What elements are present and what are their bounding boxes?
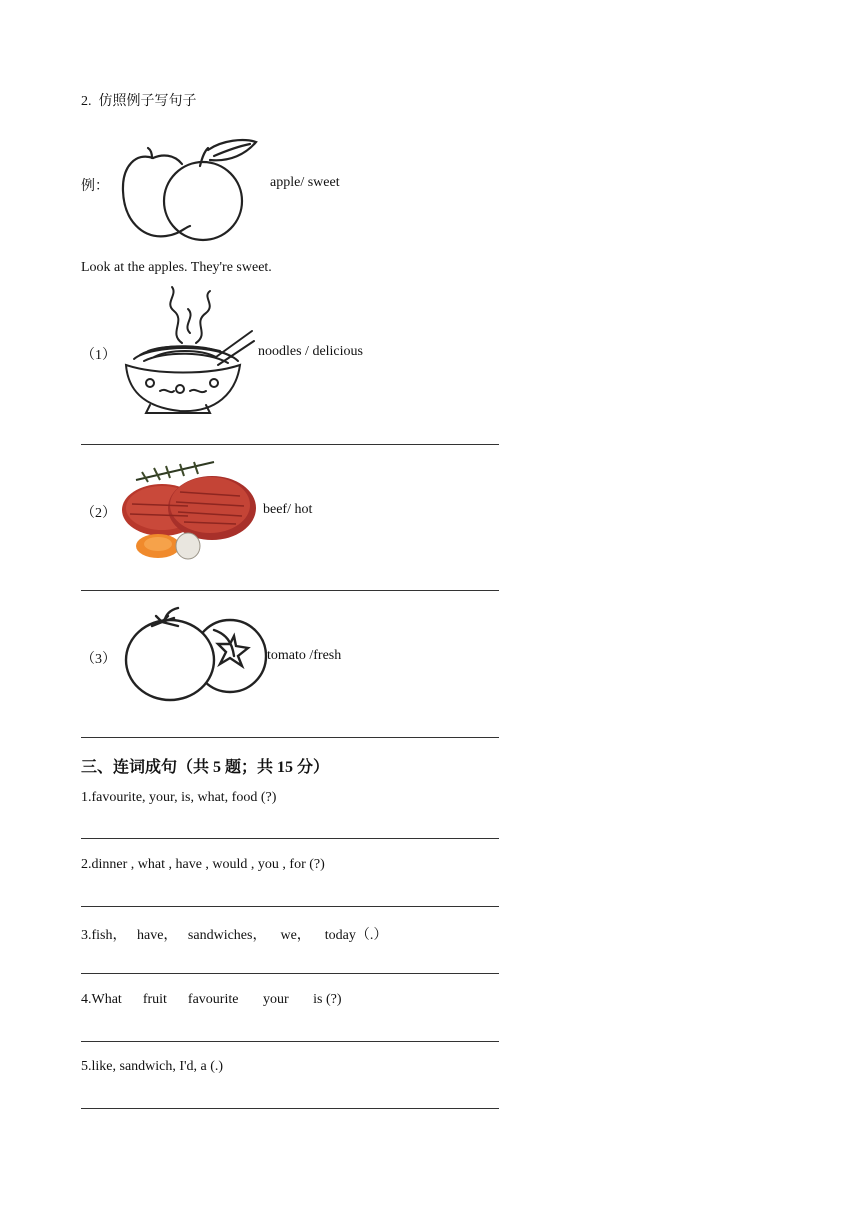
answer-line[interactable] — [81, 838, 499, 839]
item-prompt: tomato /fresh — [267, 648, 342, 663]
item-number: （3） — [81, 652, 116, 667]
example-prompt: apple/ sweet — [270, 175, 340, 190]
question-text: 5.like, sandwich, I'd, a (.) — [81, 1059, 224, 1074]
answer-line[interactable] — [81, 973, 499, 974]
item-number: （2） — [81, 506, 116, 521]
beef-patties-icon — [118, 458, 260, 566]
item-prompt: beef/ hot — [263, 502, 313, 517]
answer-line[interactable] — [81, 444, 499, 445]
question-text: 3.fish， have， sandwiches， we， today（.） — [81, 928, 388, 943]
answer-line[interactable] — [81, 906, 499, 907]
question-text: 2.dinner , what , have , would , you , for (?) — [81, 857, 325, 872]
answer-line[interactable] — [81, 737, 499, 738]
question-text: 4.What fruit favourite your is (?) — [81, 992, 342, 1007]
section-title: 三、连词成句（共 5 题；共 15 分） — [81, 759, 330, 776]
exercise-heading: 2. 仿照例子写句子 — [81, 94, 197, 109]
item-number: （1） — [81, 348, 116, 363]
answer-line[interactable] — [81, 1041, 499, 1042]
answer-line[interactable] — [81, 1108, 499, 1109]
noodles-bowl-icon — [120, 285, 256, 419]
question-text: 1.favourite, your, is, what, food (?) — [81, 790, 277, 805]
example-sentence: Look at the apples. They're sweet. — [81, 260, 272, 275]
tomatoes-icon — [122, 604, 268, 704]
item-prompt: noodles / delicious — [258, 344, 363, 359]
answer-line[interactable] — [81, 590, 499, 591]
example-prefix: 例： — [81, 179, 109, 194]
apples-icon — [118, 136, 260, 242]
